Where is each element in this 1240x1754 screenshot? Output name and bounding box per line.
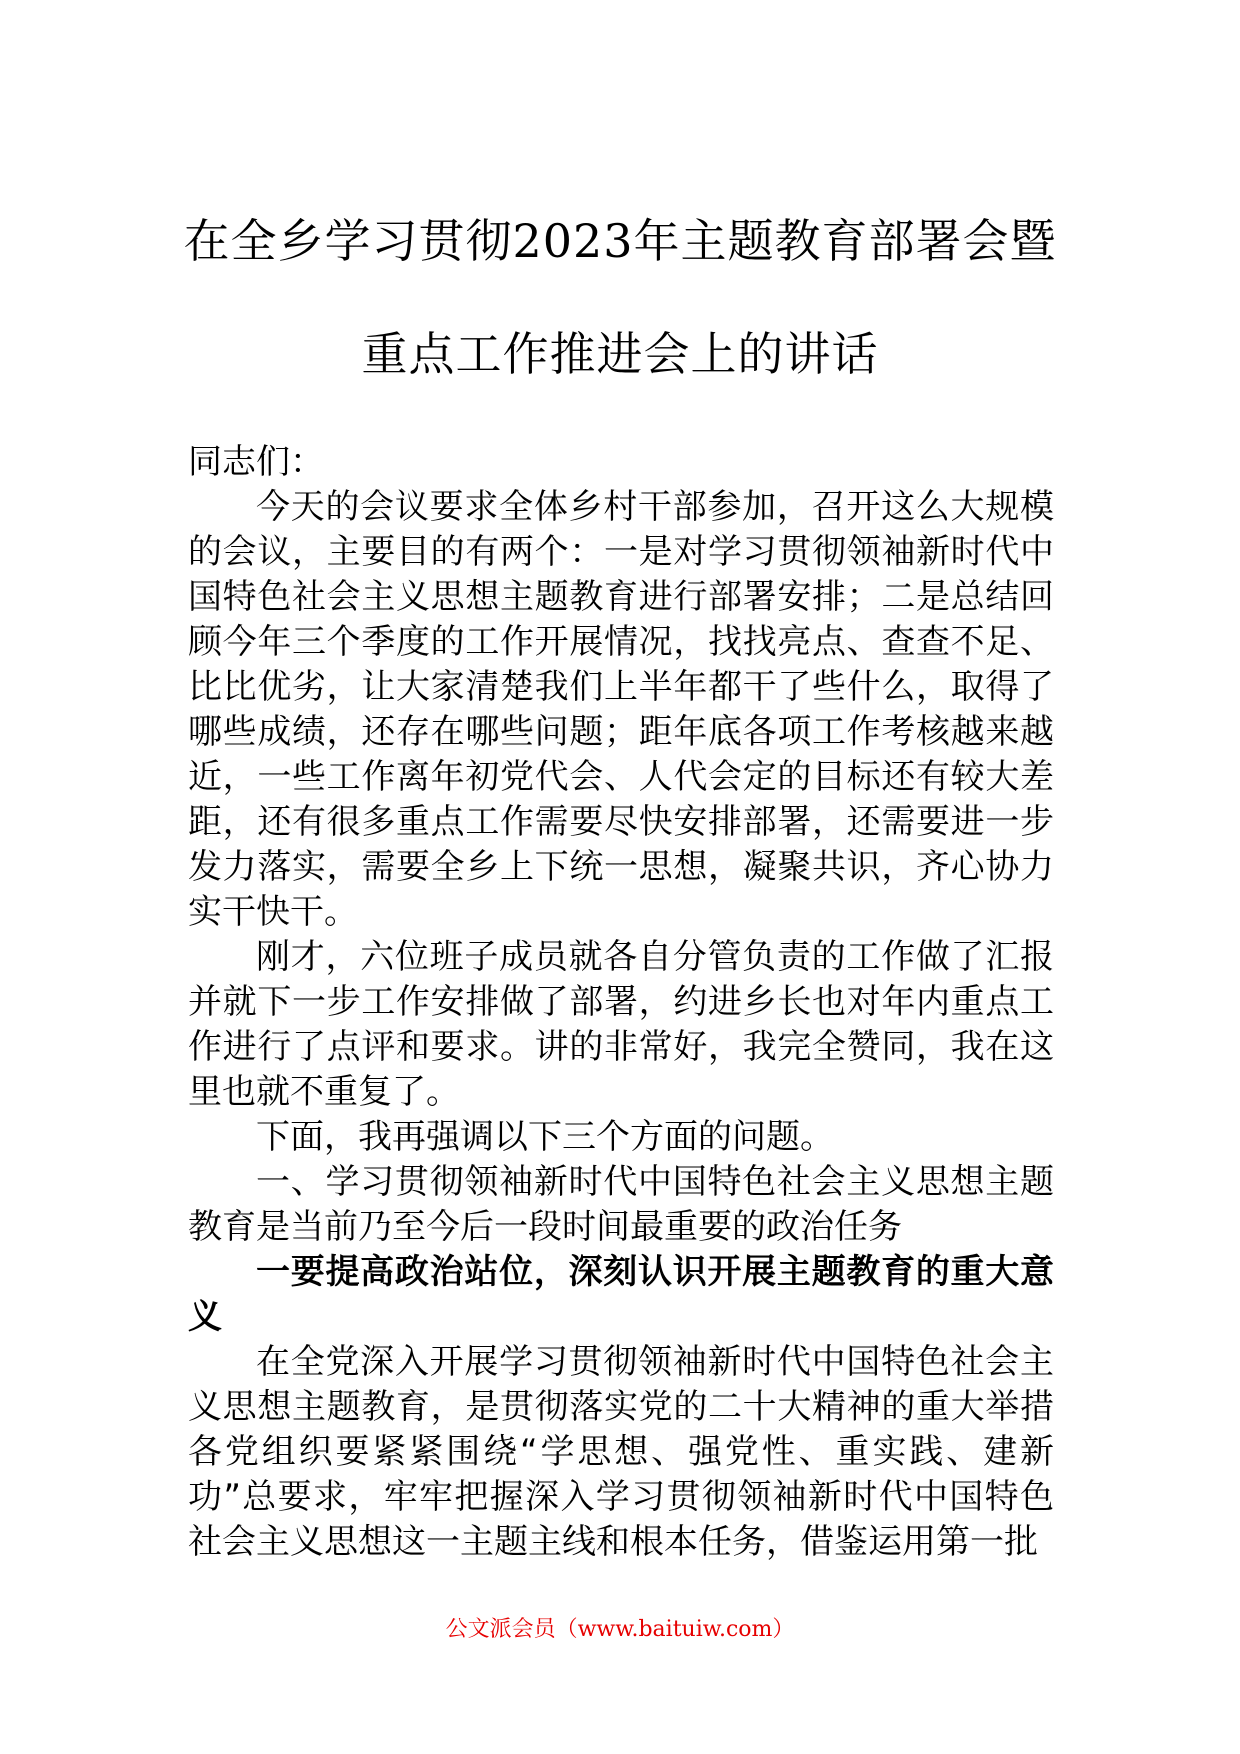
paragraph-2: 刚才，六位班子成员就各自分管负责的工作做了汇报并就下一步工作安排做了部署，约进乡长也对年内重点工作进行了点评和要求。讲的非常好，我完全赞同，我在这里也就不重复了。: [188, 937, 1054, 1112]
salutation: 同志们：: [188, 442, 324, 482]
paragraph-1: 今天的会议要求全体乡村干部参加，召开这么大规模的会议，主要目的有两个：一是对学习贯彻领袖新时代中国特色社会主义思想主题教育进行部署安排；二是总结回顾今年三个季度的工作开展情况，找找亮点、查查不足、比比优劣，让大家清楚我们上半年都干了些什么，取得了哪些成绩，还存在哪些问题；距年底各项工作考核越来越近，一些工作离年初党代会、人代会定的目标还有较大差距，还有很多重点工作需要尽快安排部署，还需要进一步发力落实，需要全乡上下统一思想，凝聚共识，齐心协力实干快干。: [188, 487, 1054, 932]
title-line-2: 重点工作推进会上的讲话: [361, 327, 879, 381]
paragraph-4: 在全党深入开展学习贯彻领袖新时代中国特色社会主义思想主题教育，是贯彻落实党的二十大精神的重大举措各党组织要紧紧围绕“学思想、强党性、重实践、建新功”总要求，牢牢把握深入学习贯彻领袖新时代中国特色社会主义思想这一主题主线和根本任务，借鉴运用第一批: [188, 1342, 1054, 1562]
paragraph-3: 下面，我再强调以下三个方面的问题。: [256, 1117, 834, 1157]
speech-body: [188, 440, 1054, 1565]
subheading-1: 一要提高政治站位，深刻认识开展主题教育的重大意义: [188, 1252, 1054, 1337]
title-line-1: 在全乡学习贯彻2023年主题教育部署会暨: [183, 214, 1057, 268]
footer-watermark: 公文派会员（www.baituiw.com）: [445, 1617, 795, 1642]
section-heading-1: 一、学习贯彻领袖新时代中国特色社会主义思想主题教育是当前乃至今后一段时间最重要的政治任务: [188, 1162, 1054, 1247]
